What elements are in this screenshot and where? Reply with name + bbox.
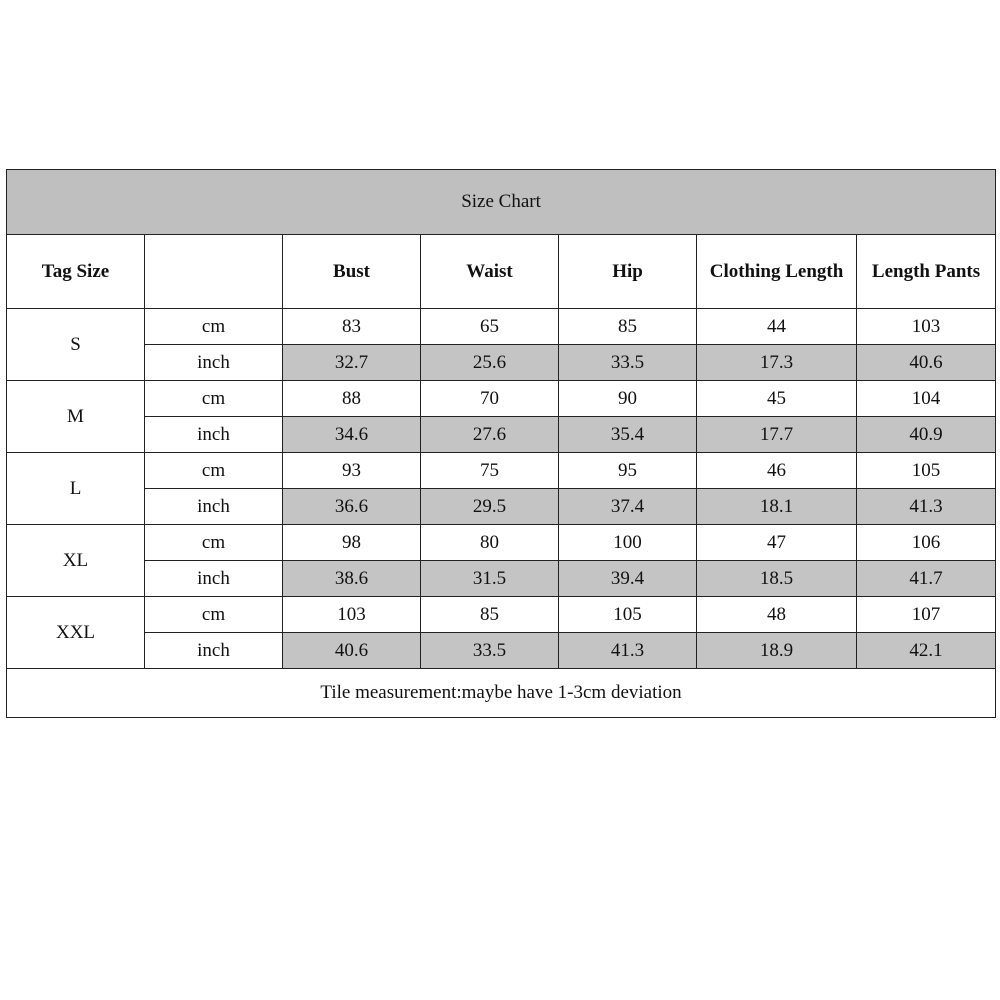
measurement-cell-inch: 18.9 [697, 633, 857, 669]
measurement-cell-inch: 39.4 [559, 561, 697, 597]
measurement-cell-cm: 103 [283, 597, 421, 633]
measurement-cell-inch: 17.3 [697, 345, 857, 381]
measurement-cell-inch: 41.3 [559, 633, 697, 669]
unit-cm-cell: cm [145, 525, 283, 561]
measurement-cell-inch: 34.6 [283, 417, 421, 453]
unit-inch-cell: inch [145, 345, 283, 381]
measurement-cell-cm: 75 [421, 453, 559, 489]
measurement-cell-inch: 36.6 [283, 489, 421, 525]
measurement-cell-inch: 37.4 [559, 489, 697, 525]
measurement-cell-inch: 41.3 [857, 489, 996, 525]
measurement-cell-cm: 44 [697, 309, 857, 345]
measurement-cell-cm: 107 [857, 597, 996, 633]
measurement-cell-inch: 40.9 [857, 417, 996, 453]
measurement-cell-cm: 47 [697, 525, 857, 561]
header-waist: Waist [421, 235, 559, 309]
measurement-cell-inch: 27.6 [421, 417, 559, 453]
unit-inch-cell: inch [145, 561, 283, 597]
size-chart-table [6, 169, 996, 718]
measurement-cell-inch: 32.7 [283, 345, 421, 381]
size-row-cm [7, 597, 996, 633]
measurement-cell-inch: 17.7 [697, 417, 857, 453]
measurement-cell-inch: 42.1 [857, 633, 996, 669]
measurement-cell-cm: 95 [559, 453, 697, 489]
measurement-cell-inch: 18.5 [697, 561, 857, 597]
measurement-cell-inch: 31.5 [421, 561, 559, 597]
measurement-cell-cm: 105 [559, 597, 697, 633]
measurement-cell-cm: 85 [421, 597, 559, 633]
size-row-inch [7, 417, 996, 453]
header-clothing-length: Clothing Length [697, 235, 857, 309]
measurement-cell-cm: 90 [559, 381, 697, 417]
size-row-cm [7, 309, 996, 345]
size-row-inch [7, 633, 996, 669]
measurement-cell-cm: 98 [283, 525, 421, 561]
tag-size-cell: S [7, 309, 145, 381]
tag-size-cell: L [7, 453, 145, 525]
unit-cm-cell: cm [145, 453, 283, 489]
measurement-cell-cm: 105 [857, 453, 996, 489]
size-row-cm [7, 453, 996, 489]
measurement-cell-inch: 25.6 [421, 345, 559, 381]
size-row-cm [7, 381, 996, 417]
measurement-cell-inch: 29.5 [421, 489, 559, 525]
chart-title: Size Chart [7, 170, 996, 235]
size-row-inch [7, 561, 996, 597]
header-tag-size: Tag Size [7, 235, 145, 309]
tag-size-cell: XL [7, 525, 145, 597]
size-row-inch [7, 345, 996, 381]
measurement-cell-cm: 70 [421, 381, 559, 417]
measurement-cell-inch: 33.5 [559, 345, 697, 381]
measurement-cell-inch: 40.6 [283, 633, 421, 669]
footer-note: Tile measurement:maybe have 1-3cm deviation [7, 669, 996, 718]
measurement-cell-cm: 88 [283, 381, 421, 417]
header-bust: Bust [283, 235, 421, 309]
size-row-cm [7, 525, 996, 561]
size-row-inch [7, 489, 996, 525]
unit-cm-cell: cm [145, 597, 283, 633]
header-length-pants: Length Pants [857, 235, 996, 309]
unit-cm-cell: cm [145, 309, 283, 345]
measurement-cell-cm: 106 [857, 525, 996, 561]
measurement-cell-cm: 48 [697, 597, 857, 633]
measurement-cell-inch: 40.6 [857, 345, 996, 381]
measurement-cell-inch: 41.7 [857, 561, 996, 597]
unit-inch-cell: inch [145, 633, 283, 669]
measurement-cell-cm: 85 [559, 309, 697, 345]
header-hip: Hip [559, 235, 697, 309]
measurement-cell-inch: 38.6 [283, 561, 421, 597]
measurement-cell-inch: 18.1 [697, 489, 857, 525]
measurement-cell-cm: 100 [559, 525, 697, 561]
measurement-cell-cm: 103 [857, 309, 996, 345]
measurement-cell-cm: 93 [283, 453, 421, 489]
measurement-cell-inch: 33.5 [421, 633, 559, 669]
measurement-cell-cm: 45 [697, 381, 857, 417]
measurement-cell-inch: 35.4 [559, 417, 697, 453]
unit-cm-cell: cm [145, 381, 283, 417]
tag-size-cell: M [7, 381, 145, 453]
measurement-cell-cm: 80 [421, 525, 559, 561]
measurement-cell-cm: 65 [421, 309, 559, 345]
header-row [7, 235, 996, 309]
unit-inch-cell: inch [145, 489, 283, 525]
measurement-cell-cm: 46 [697, 453, 857, 489]
measurement-cell-cm: 83 [283, 309, 421, 345]
header-unit [145, 235, 283, 309]
measurement-cell-cm: 104 [857, 381, 996, 417]
tag-size-cell: XXL [7, 597, 145, 669]
unit-inch-cell: inch [145, 417, 283, 453]
